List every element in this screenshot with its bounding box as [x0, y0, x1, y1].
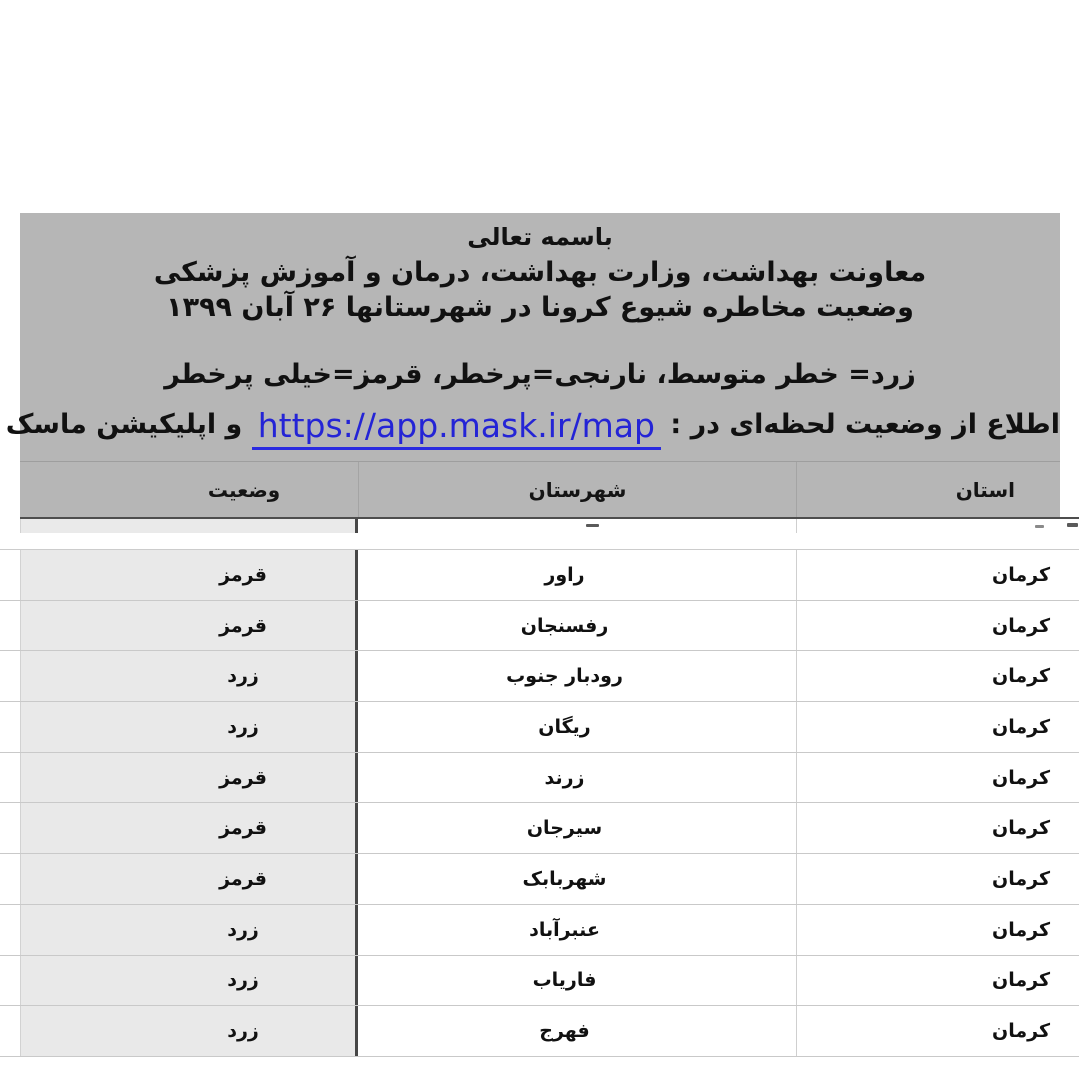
table-row — [0, 601, 1079, 652]
table-row — [0, 803, 1079, 854]
clipped-county-cell — [358, 519, 797, 533]
clipped-text-fragment — [1035, 525, 1044, 528]
row-left-margin — [0, 601, 20, 651]
table-row — [0, 905, 1079, 956]
besmele-line: باسمه تعالی — [467, 223, 613, 251]
mask-app-link[interactable]: https://app.mask.ir/map — [252, 407, 661, 450]
province-cell: کرمان — [992, 766, 1050, 789]
table-row — [0, 550, 1079, 601]
county-cell: عنبرآباد — [358, 905, 797, 955]
row-left-margin — [0, 702, 20, 752]
risk-legend: زرد= خطر متوسط، نارنجی=پرخطر، قرمز=خیلی پرخطر — [164, 359, 916, 390]
status-cell: قرمز — [20, 803, 358, 853]
status-cell: قرمز — [20, 753, 358, 803]
status-cell: قرمز — [20, 601, 358, 651]
column-header-province: استان — [955, 477, 1015, 502]
county-cell: رودبار جنوب — [358, 651, 797, 701]
clipped-partial-row — [20, 519, 1079, 533]
table-body — [0, 549, 1079, 1057]
table-row — [0, 651, 1079, 702]
status-cell: زرد — [20, 956, 358, 1006]
clipped-status-cell — [20, 519, 358, 533]
clipped-text-fragment — [586, 524, 599, 527]
status-cell: قرمز — [20, 854, 358, 904]
table-row — [0, 753, 1079, 804]
info-line — [5, 399, 1060, 451]
table-row — [0, 854, 1079, 905]
row-left-margin — [0, 550, 20, 600]
row-left-margin — [0, 905, 20, 955]
province-cell: کرمان — [992, 918, 1050, 941]
status-cell: زرد — [20, 651, 358, 701]
clipped-text-fragment — [1067, 523, 1078, 527]
county-cell: رفسنجان — [358, 601, 797, 651]
province-cell: کرمان — [992, 715, 1050, 738]
row-left-margin — [0, 803, 20, 853]
county-cell: زرند — [358, 753, 797, 803]
organization-line: معاونت بهداشت، وزارت بهداشت، درمان و آموزش پزشکی — [153, 257, 927, 288]
column-header-county: شهرستان — [358, 462, 797, 517]
header-block — [5, 213, 1060, 517]
table-row — [0, 1006, 1079, 1057]
province-cell: کرمان — [992, 867, 1050, 890]
status-cell: قرمز — [20, 550, 358, 600]
row-left-margin — [0, 651, 20, 701]
status-cell: زرد — [20, 702, 358, 752]
document-title: وضعیت مخاطره شیوع کرونا در شهرستانها ۲۶ آبان ۱۳۹۹ — [166, 292, 914, 323]
info-suffix: و اپلیکیشن ماسک — [5, 409, 243, 440]
row-left-margin — [0, 956, 20, 1006]
province-cell: کرمان — [992, 1020, 1050, 1043]
table-header-row — [20, 461, 1060, 517]
province-cell: کرمان — [992, 969, 1050, 992]
column-header-status: وضعیت — [207, 477, 281, 502]
table-row — [0, 956, 1079, 1007]
province-cell: کرمان — [992, 614, 1050, 637]
info-prefix: اطلاع از وضعیت لحظه‌ای در : — [670, 409, 1060, 440]
clipped-province-cell — [797, 519, 1079, 533]
status-cell: زرد — [20, 905, 358, 955]
province-cell: کرمان — [992, 817, 1050, 840]
province-cell: کرمان — [992, 665, 1050, 688]
county-cell: فهرج — [358, 1006, 797, 1056]
county-cell: سیرجان — [358, 803, 797, 853]
county-cell: شهربابک — [358, 854, 797, 904]
county-cell: فاریاب — [358, 956, 797, 1006]
county-cell: راور — [358, 550, 797, 600]
province-cell: کرمان — [992, 563, 1050, 586]
county-cell: ریگان — [358, 702, 797, 752]
status-cell: زرد — [20, 1006, 358, 1056]
row-left-margin — [0, 854, 20, 904]
table-row — [0, 702, 1079, 753]
row-left-margin — [0, 753, 20, 803]
row-left-margin — [0, 1006, 20, 1056]
